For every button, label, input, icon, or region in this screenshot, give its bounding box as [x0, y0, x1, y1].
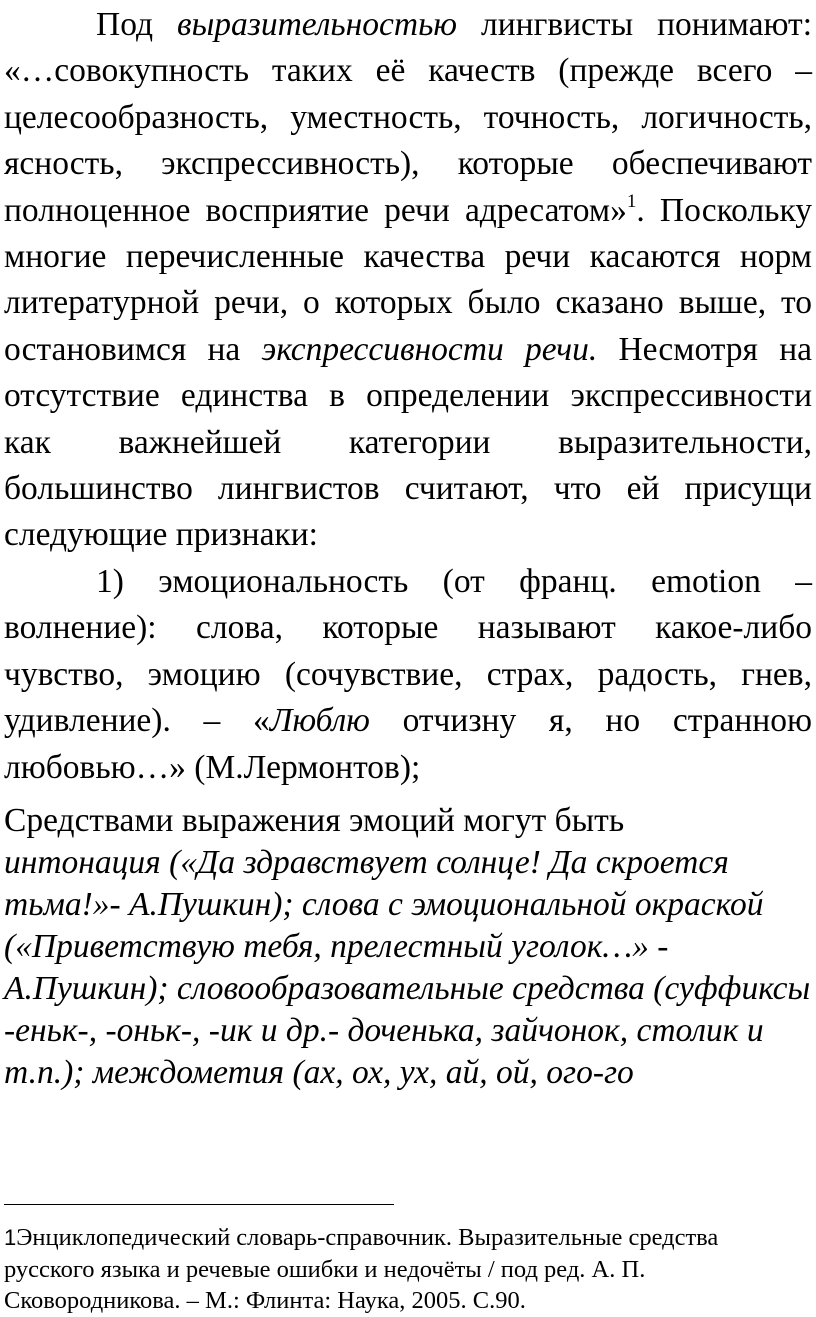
text-segment: Под [96, 6, 178, 43]
footnote-divider [4, 1204, 394, 1205]
footnote-reference[interactable]: 1 [626, 190, 637, 212]
footnote [4, 1222, 804, 1317]
quote-definition: лингвисты понимают: «…совокупность таких её качеств (прежде всего – целесообразность, уместность, точность, логичность, ясность, экспрессивность), которые обеспечивают полноценное восприятие речи адресатом» [4, 6, 812, 229]
italic-term-expressiveness: выразительностью [177, 6, 457, 43]
italic-means-list: интонация («Да здравствует солнце! Да скроется тьма!»- А.Пушкин); слова с эмоциональной окраской («Приветствую тебя, прелестный уголок…» - А.Пушкин); словообразовательные средства (суффиксы -еньк-, -оньк-, -ик и др.- доченька, зайчонок, столик и т.п.); междометия (ах, ох, ух, ай, ой, ого-го [4, 844, 811, 1091]
footnote-text: Энциклопедический словарь-справочник. Выразительные средства русского языка и речевые ошибки и недочёты / под ред. А. П. Сковородникова. – М.: Флинта: Наука, 2005. С.90. [4, 1224, 719, 1314]
paragraph-expressiveness-definition [4, 2, 812, 559]
means-intro: Средствами выражения эмоций могут быть [4, 802, 625, 839]
footnote-mark: 1 [4, 1225, 17, 1250]
text-segment: . Поскольку многие перечисленные качества речи касаются норм литературной речи, о которых было сказано выше, то остановимся на [4, 191, 813, 368]
paragraph-emotionality [4, 559, 812, 791]
text-segment: отчизну я, но странною любовью…» (М.Лермонтов); [4, 702, 812, 786]
italic-word-lyublyu: Люблю [269, 702, 370, 740]
text-segment: 1) эмоциональность (от франц. emotion – волнение): слова, которые называют какое-либо чувство, эмоцию (сочувствие, страх, радость, гнев, удивление). – « [4, 563, 812, 740]
italic-term-speech-expressiveness: экспрессивности речи. [261, 330, 598, 368]
text-segment: Несмотря на отсутствие единства в определении экспрессивности как важнейшей категории выразительности, большинство лингвистов считают, что ей присущи следующие признаки: [4, 330, 812, 554]
paragraph-means-of-expression [4, 800, 812, 1094]
